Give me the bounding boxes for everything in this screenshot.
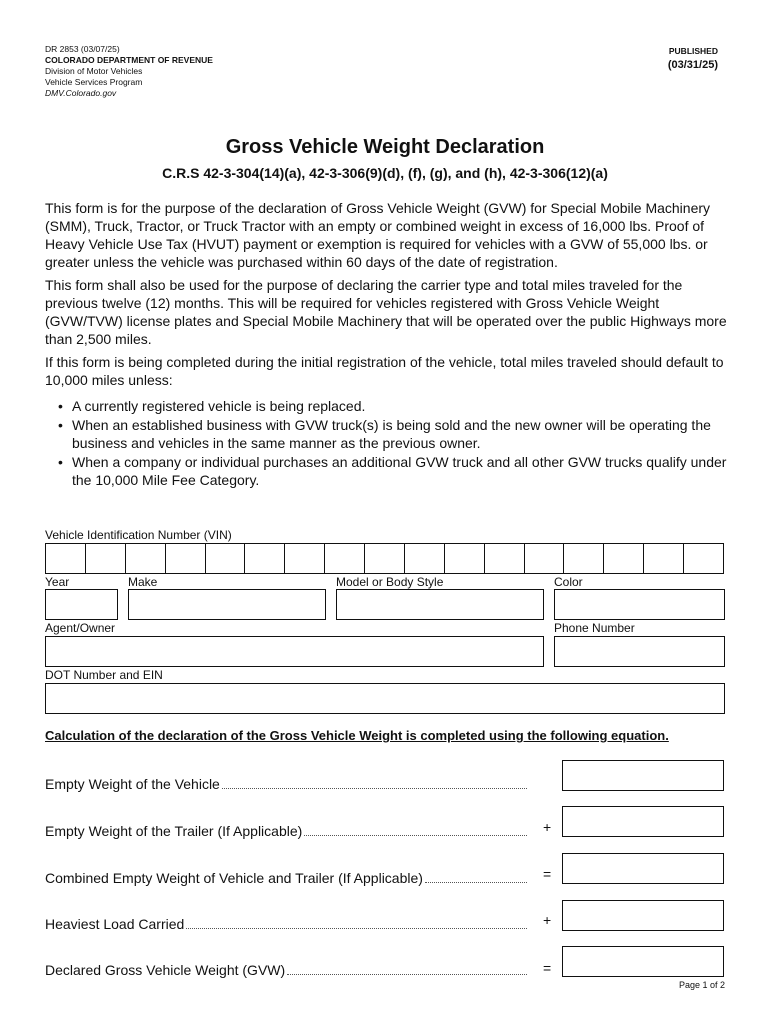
color-label: Color (554, 575, 583, 589)
vin-field[interactable] (45, 543, 724, 574)
phone-field[interactable] (554, 636, 725, 667)
empty-weight-vehicle-field[interactable] (562, 760, 724, 791)
page-title: Gross Vehicle Weight Declaration (225, 136, 545, 158)
empty-weight-vehicle-row (45, 776, 527, 792)
color-field[interactable] (554, 589, 725, 620)
plus-operator: + (543, 912, 552, 928)
year-label: Year (45, 575, 70, 589)
leader-dots (304, 835, 527, 836)
vin-cell[interactable] (206, 544, 246, 573)
statute-subtitle: C.R.S 42-3-304(14)(a), 42-3-306(9)(d), (f), (g), and (h), 42-3-306(12)(a) (162, 165, 608, 181)
row-label: Combined Empty Weight of Vehicle and Trailer (If Applicable) (45, 870, 423, 886)
plus-operator: + (543, 819, 552, 835)
calculation-heading: Calculation of the declaration of the Gross Vehicle Weight is completed using the following equation. (45, 728, 669, 743)
website-text: DMV.Colorado.gov (45, 88, 117, 98)
vin-cell[interactable] (564, 544, 604, 573)
list-item: • A currently registered vehicle is being replaced. (72, 397, 735, 415)
make-label: Make (128, 575, 158, 589)
division-name: Division of Motor Vehicles (45, 66, 143, 76)
vin-cell[interactable] (365, 544, 405, 573)
declared-gvw-row (45, 962, 527, 978)
vin-cell[interactable] (604, 544, 644, 573)
published-block (668, 46, 718, 71)
empty-weight-trailer-field[interactable] (562, 806, 724, 837)
dot-label: DOT Number and EIN (45, 668, 163, 682)
vin-cell[interactable] (245, 544, 285, 573)
row-label: Empty Weight of the Trailer (If Applicable) (45, 823, 303, 839)
intro-paragraph-1: This form is for the purpose of the declaration of Gross Vehicle Weight (GVW) for Special Mobile Machinery (SMM), Truck, Tractor, or Truck Tractor with an empty or combined weight in excess of 16,000 lbs. Proof of Heavy Vehicle Use Tax (HVUT) payment or exemption is required for vehicles with a GVW of 55,000 lbs. or greater unless the vehicle was purchased within 60 days of the date of registration. (45, 200, 711, 270)
empty-weight-trailer-row (45, 823, 527, 839)
leader-dots (186, 928, 527, 929)
page-number: Page 1 of 2 (678, 980, 725, 990)
heaviest-load-row (45, 916, 527, 932)
agent-field[interactable] (45, 636, 544, 667)
row-label: Empty Weight of the Vehicle (45, 776, 220, 792)
equals-operator: = (543, 960, 552, 976)
form-header (45, 44, 213, 99)
vin-cell[interactable] (684, 544, 723, 573)
published-label: PUBLISHED (668, 46, 718, 56)
vin-cell[interactable] (325, 544, 365, 573)
vin-cell[interactable] (166, 544, 206, 573)
leader-dots (425, 882, 527, 883)
published-date: (03/31/25) (667, 59, 718, 71)
declared-gvw-field[interactable] (562, 946, 724, 977)
heaviest-load-field[interactable] (562, 900, 724, 931)
vin-cell[interactable] (445, 544, 485, 573)
program-name: Vehicle Services Program (45, 77, 143, 87)
dot-field[interactable] (45, 683, 725, 714)
make-field[interactable] (128, 589, 326, 620)
vin-cell[interactable] (285, 544, 325, 573)
equals-operator: = (543, 866, 552, 882)
vin-cell[interactable] (485, 544, 525, 573)
exception-list (45, 397, 735, 489)
vin-cell[interactable] (405, 544, 445, 573)
year-field[interactable] (45, 589, 118, 620)
form-number: DR 2853 (03/07/25) (45, 44, 120, 54)
row-label: Declared Gross Vehicle Weight (GVW) (45, 962, 286, 978)
vin-cell[interactable] (46, 544, 86, 573)
leader-dots (222, 788, 527, 789)
intro-paragraph-3: If this form is being completed during the initial registration of the vehicle, total miles traveled should default to 10,000 miles unless: (45, 354, 724, 388)
intro-text (45, 199, 735, 490)
list-item: • When a company or individual purchases an additional GVW truck and all other GVW trucks qualify under the 10,000 Mile Fee Category. (72, 453, 735, 489)
combined-empty-weight-field[interactable] (562, 853, 724, 884)
vin-label: Vehicle Identification Number (VIN) (45, 528, 232, 542)
leader-dots (287, 974, 527, 975)
row-label: Heaviest Load Carried (45, 916, 185, 932)
vin-cell[interactable] (126, 544, 166, 573)
intro-paragraph-2: This form shall also be used for the purpose of declaring the carrier type and total miles traveled for the previous twelve (12) months. This will be required for vehicles registered with Gross Vehicle Weight (GVW/TVW) license plates and Special Mobile Machinery that will be operated over the public Highways more than 2,500 miles. (45, 277, 727, 347)
vin-cell[interactable] (86, 544, 126, 573)
model-field[interactable] (336, 589, 544, 620)
phone-label: Phone Number (554, 621, 635, 635)
combined-empty-weight-row (45, 870, 527, 886)
department-name: COLORADO DEPARTMENT OF REVENUE (45, 55, 213, 65)
agent-label: Agent/Owner (45, 621, 116, 635)
vin-cell[interactable] (525, 544, 565, 573)
model-label: Model or Body Style (336, 575, 444, 589)
list-item: • When an established business with GVW truck(s) is being sold and the new owner will be operating the business and vehicles in the same manner as the previous owner. (72, 416, 735, 452)
vin-cell[interactable] (644, 544, 684, 573)
